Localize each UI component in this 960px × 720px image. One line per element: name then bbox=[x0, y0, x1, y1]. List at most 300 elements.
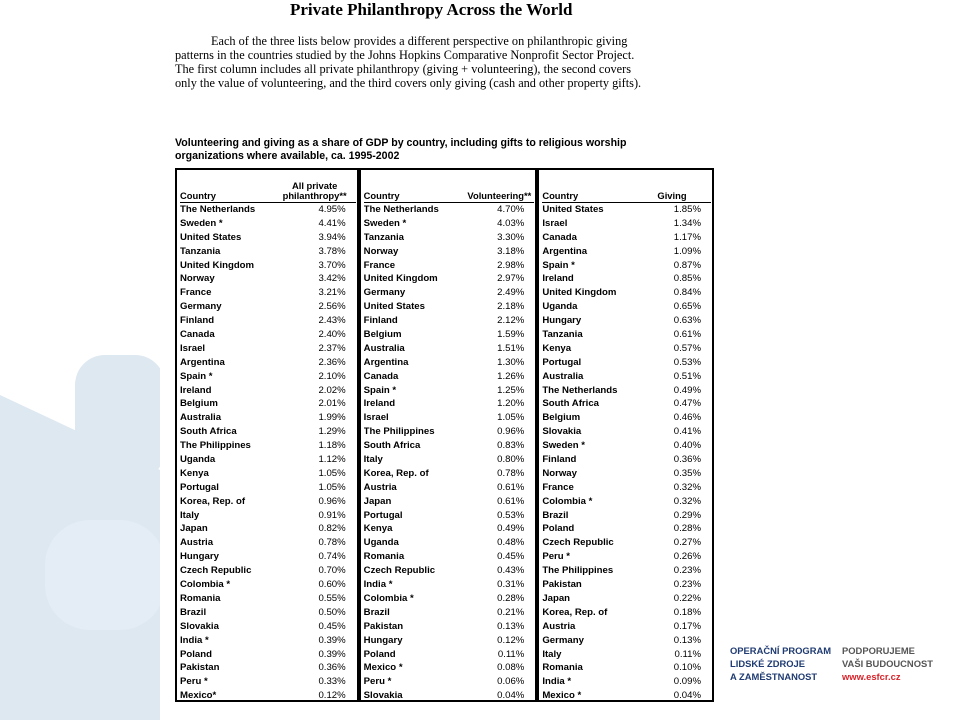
table-row bbox=[180, 231, 356, 245]
country-name: Colombia * bbox=[180, 579, 231, 591]
table-row bbox=[364, 453, 535, 467]
table-row bbox=[542, 328, 711, 342]
share-value: 0.84% bbox=[673, 287, 701, 299]
esf-logo bbox=[730, 644, 955, 686]
country-name: Pakistan bbox=[542, 579, 582, 591]
share-value: 1.12% bbox=[318, 454, 346, 466]
table-row bbox=[180, 509, 356, 523]
country-name: Japan bbox=[180, 523, 208, 535]
table-row bbox=[542, 606, 711, 620]
country-name: Argentina bbox=[363, 356, 409, 368]
header-value-line: All private bbox=[291, 180, 338, 191]
table-row bbox=[180, 536, 356, 550]
table-row bbox=[542, 509, 711, 523]
country-name: Canada bbox=[542, 231, 577, 243]
table-row bbox=[542, 203, 711, 217]
share-value: 0.23% bbox=[673, 579, 701, 591]
table-row bbox=[542, 592, 711, 606]
share-value: 0.85% bbox=[673, 273, 701, 285]
table-row bbox=[364, 300, 535, 314]
table-row bbox=[180, 634, 356, 648]
share-value: 0.96% bbox=[497, 426, 525, 438]
table-row bbox=[180, 675, 356, 689]
country-name: Israel bbox=[363, 412, 389, 424]
table-row bbox=[542, 356, 711, 370]
share-value: 0.55% bbox=[318, 592, 346, 604]
table-row bbox=[180, 286, 356, 300]
logo-program-name bbox=[730, 644, 831, 683]
table-row bbox=[364, 425, 535, 439]
table-row bbox=[364, 328, 535, 342]
share-value: 2.98% bbox=[497, 259, 525, 271]
share-value: 0.80% bbox=[497, 454, 525, 466]
share-value: 3.18% bbox=[497, 245, 525, 257]
table-row bbox=[180, 606, 356, 620]
share-value: 1.25% bbox=[497, 384, 525, 396]
share-value: 4.70% bbox=[497, 204, 525, 215]
table-row bbox=[542, 272, 711, 286]
share-value: 1.18% bbox=[318, 440, 346, 452]
share-value: 0.39% bbox=[318, 648, 346, 660]
share-value: 0.09% bbox=[673, 676, 701, 688]
country-name: Spain * bbox=[363, 384, 397, 396]
table-row bbox=[180, 411, 356, 425]
country-name: Tanzania bbox=[363, 231, 404, 243]
share-value: 0.31% bbox=[497, 579, 525, 591]
country-name: Korea, Rep. of bbox=[542, 606, 608, 618]
table-volunteering bbox=[357, 170, 536, 700]
share-value: 1.05% bbox=[497, 412, 525, 424]
share-value: 3.70% bbox=[318, 259, 346, 271]
header-value-line: Volunteering** bbox=[467, 190, 532, 201]
table-row bbox=[542, 245, 711, 259]
country-name: Sweden * bbox=[180, 217, 223, 229]
country-name: United States bbox=[180, 231, 242, 243]
country-name: Austria bbox=[542, 620, 576, 632]
table-row bbox=[542, 578, 711, 592]
page-title: Private Philanthropy Across the World bbox=[290, 0, 573, 19]
table-row bbox=[542, 467, 711, 481]
country-name: Romania bbox=[180, 592, 221, 604]
country-name: United States bbox=[363, 301, 425, 313]
country-name: The Philippines bbox=[363, 426, 435, 438]
table-row bbox=[180, 522, 356, 536]
share-value: 0.04% bbox=[497, 690, 525, 702]
share-value: 0.39% bbox=[318, 634, 346, 646]
share-value: 0.87% bbox=[673, 259, 701, 271]
logo-slogan bbox=[842, 644, 933, 683]
country-name: Mexico * bbox=[363, 662, 403, 674]
header-value bbox=[274, 181, 356, 202]
country-name: The Philippines bbox=[180, 440, 251, 452]
country-name: South Africa bbox=[363, 440, 421, 452]
header-value bbox=[633, 191, 711, 202]
share-value: 0.36% bbox=[673, 454, 701, 466]
country-name: Romania bbox=[542, 662, 583, 674]
share-value: 2.43% bbox=[318, 315, 346, 327]
logo-line: VAŠI BUDOUCNOST bbox=[842, 658, 933, 669]
table-row bbox=[542, 314, 711, 328]
share-value: 1.30% bbox=[497, 356, 525, 368]
country-name: Germany bbox=[180, 301, 222, 313]
country-name: Hungary bbox=[542, 315, 582, 327]
table-row bbox=[180, 217, 356, 231]
share-value: 0.11% bbox=[497, 648, 525, 660]
table-row bbox=[180, 495, 356, 509]
caption-line: Volunteering and giving as a share of GDP by country, including gifts to religious worship bbox=[175, 137, 627, 149]
table-row bbox=[364, 648, 535, 662]
table-row bbox=[180, 300, 356, 314]
share-value: 0.45% bbox=[318, 620, 346, 632]
header-country: Country bbox=[363, 190, 400, 201]
table-row bbox=[542, 481, 711, 495]
country-name: Tanzania bbox=[180, 245, 221, 257]
country-name: Sweden * bbox=[542, 440, 585, 452]
country-name: Peru * bbox=[542, 551, 571, 563]
country-name: Belgium bbox=[542, 412, 581, 424]
share-value: 3.30% bbox=[497, 231, 525, 243]
share-value: 2.10% bbox=[318, 370, 346, 382]
table-row bbox=[364, 439, 535, 453]
header-value-line: Giving bbox=[657, 190, 687, 201]
table-row bbox=[542, 564, 711, 578]
table-row bbox=[180, 578, 356, 592]
share-value: 1.20% bbox=[497, 398, 525, 410]
table-row bbox=[364, 578, 535, 592]
share-value: 0.23% bbox=[673, 565, 701, 577]
share-value: 0.48% bbox=[497, 537, 525, 549]
share-value: 0.27% bbox=[673, 537, 701, 549]
country-name: United Kingdom bbox=[363, 273, 438, 285]
table-row bbox=[180, 467, 356, 481]
table-row bbox=[542, 620, 711, 634]
table-row bbox=[364, 675, 535, 689]
country-name: Colombia * bbox=[363, 592, 414, 604]
share-value: 0.12% bbox=[318, 690, 346, 702]
share-value: 3.21% bbox=[318, 287, 346, 299]
table-row bbox=[542, 217, 711, 231]
share-value: 0.65% bbox=[673, 301, 701, 313]
share-value: 0.53% bbox=[497, 509, 525, 521]
intro-line: only the value of volunteering, and the third covers only giving (cash and other property gifts). bbox=[175, 76, 642, 90]
country-name: Ireland bbox=[363, 398, 396, 410]
table-row bbox=[542, 300, 711, 314]
table-row bbox=[364, 564, 535, 578]
share-value: 0.53% bbox=[673, 356, 701, 368]
share-value: 0.60% bbox=[318, 579, 346, 591]
share-value: 2.18% bbox=[497, 301, 525, 313]
share-value: 0.29% bbox=[673, 509, 701, 521]
share-value: 4.95% bbox=[318, 204, 346, 215]
table-row bbox=[364, 272, 535, 286]
country-name: The Netherlands bbox=[542, 384, 618, 396]
table-row bbox=[180, 689, 356, 703]
table-row bbox=[542, 648, 711, 662]
share-value: 0.32% bbox=[673, 481, 701, 493]
share-value: 0.61% bbox=[497, 481, 525, 493]
share-value: 0.32% bbox=[673, 495, 701, 507]
share-value: 4.41% bbox=[318, 217, 346, 229]
table-row bbox=[364, 245, 535, 259]
table-row bbox=[364, 620, 535, 634]
share-value: 0.08% bbox=[497, 662, 525, 674]
table-row bbox=[364, 397, 535, 411]
share-value: 2.02% bbox=[318, 384, 346, 396]
country-name: United States bbox=[542, 204, 604, 215]
table-row bbox=[542, 634, 711, 648]
share-value: 0.49% bbox=[673, 384, 701, 396]
country-name: Czech Republic bbox=[180, 565, 252, 577]
share-value: 0.22% bbox=[673, 592, 701, 604]
table-row bbox=[542, 370, 711, 384]
header-country: Country bbox=[542, 190, 579, 201]
share-value: 0.96% bbox=[318, 495, 346, 507]
table-row bbox=[364, 689, 535, 703]
share-value: 0.78% bbox=[497, 467, 525, 479]
table-row bbox=[180, 661, 356, 675]
table-row bbox=[364, 259, 535, 273]
country-name: United Kingdom bbox=[180, 259, 255, 271]
table-row bbox=[364, 342, 535, 356]
country-name: Italy bbox=[542, 648, 562, 660]
country-name: Israel bbox=[542, 217, 568, 229]
country-name: Sweden * bbox=[363, 217, 407, 229]
country-name: South Africa bbox=[180, 426, 237, 438]
share-value: 0.91% bbox=[318, 509, 346, 521]
table-row bbox=[542, 397, 711, 411]
intro-line: patterns in the countries studied by the Johns Hopkins Comparative Nonprofit Sector Project. bbox=[175, 48, 635, 62]
table-row bbox=[542, 522, 711, 536]
share-value: 0.41% bbox=[673, 426, 701, 438]
country-name: Brazil bbox=[542, 509, 569, 521]
share-value: 0.28% bbox=[497, 592, 525, 604]
table-row bbox=[180, 425, 356, 439]
share-value: 3.94% bbox=[318, 231, 346, 243]
table-row bbox=[542, 231, 711, 245]
country-name: India * bbox=[180, 634, 209, 646]
table-row bbox=[364, 536, 535, 550]
table-row bbox=[180, 550, 356, 564]
country-name: Uganda bbox=[542, 301, 578, 313]
header-value bbox=[449, 191, 534, 202]
table-row bbox=[542, 675, 711, 689]
share-value: 0.04% bbox=[673, 690, 701, 702]
share-value: 0.13% bbox=[497, 620, 525, 632]
table-row bbox=[542, 259, 711, 273]
share-value: 0.47% bbox=[673, 398, 701, 410]
share-value: 0.18% bbox=[673, 606, 701, 618]
country-name: Finland bbox=[542, 454, 577, 466]
country-name: Peru * bbox=[180, 676, 208, 688]
table-row bbox=[364, 314, 535, 328]
country-name: Finland bbox=[180, 315, 215, 327]
country-name: Uganda bbox=[180, 454, 216, 466]
table-giving bbox=[535, 170, 712, 700]
logo-line: LIDSKÉ ZDROJE bbox=[730, 658, 806, 669]
table-row bbox=[364, 661, 535, 675]
country-name: Tanzania bbox=[542, 329, 583, 341]
table-row bbox=[364, 509, 535, 523]
decor-block-mid bbox=[45, 520, 165, 630]
country-name: Pakistan bbox=[363, 620, 404, 632]
country-name: Portugal bbox=[542, 356, 582, 368]
logo-url: www.esfcr.cz bbox=[842, 671, 901, 682]
share-value: 1.09% bbox=[673, 245, 701, 257]
share-value: 0.61% bbox=[673, 329, 701, 341]
intro-line: The first column includes all private philanthropy (giving + volunteering), the second covers bbox=[175, 62, 631, 76]
country-name: The Philippines bbox=[542, 565, 614, 577]
table-row bbox=[542, 550, 711, 564]
share-value: 0.45% bbox=[497, 551, 525, 563]
country-name: Austria bbox=[363, 481, 397, 493]
table-row bbox=[364, 606, 535, 620]
country-name: Germany bbox=[363, 287, 406, 299]
table-row bbox=[542, 411, 711, 425]
share-value: 0.63% bbox=[673, 315, 701, 327]
country-name: Australia bbox=[542, 370, 584, 382]
table-caption bbox=[175, 137, 715, 163]
table-row bbox=[542, 425, 711, 439]
table-all-philanthropy bbox=[177, 170, 357, 700]
country-name: France bbox=[180, 287, 212, 299]
country-name: Australia bbox=[363, 342, 405, 354]
country-name: Poland bbox=[363, 648, 396, 660]
table-row bbox=[180, 564, 356, 578]
table-row bbox=[542, 689, 711, 703]
country-name: Pakistan bbox=[180, 662, 220, 674]
country-name: Slovakia bbox=[363, 690, 403, 702]
share-value: 0.83% bbox=[497, 440, 525, 452]
country-name: Colombia * bbox=[542, 495, 593, 507]
intro-paragraph bbox=[175, 34, 715, 90]
table-row bbox=[364, 217, 535, 231]
country-name: Japan bbox=[542, 592, 571, 604]
country-name: Austria bbox=[180, 537, 214, 549]
share-value: 0.61% bbox=[497, 495, 525, 507]
table-row bbox=[364, 356, 535, 370]
share-value: 0.26% bbox=[673, 551, 701, 563]
share-value: 0.74% bbox=[318, 551, 346, 563]
table-row bbox=[180, 245, 356, 259]
table-row bbox=[180, 592, 356, 606]
country-name: Czech Republic bbox=[363, 565, 436, 577]
table-row bbox=[180, 356, 356, 370]
country-name: Slovakia bbox=[180, 620, 219, 632]
country-name: Italy bbox=[180, 509, 200, 521]
country-name: Belgium bbox=[363, 329, 402, 341]
table-row bbox=[364, 495, 535, 509]
share-value: 0.36% bbox=[318, 662, 346, 674]
country-name: Spain * bbox=[542, 259, 575, 271]
country-name: Japan bbox=[363, 495, 392, 507]
share-value: 0.49% bbox=[497, 523, 525, 535]
share-value: 1.85% bbox=[673, 204, 701, 215]
country-name: Mexico * bbox=[542, 690, 582, 702]
share-value: 0.43% bbox=[497, 565, 525, 577]
country-name: Portugal bbox=[180, 481, 219, 493]
table-header bbox=[542, 173, 711, 203]
share-value: 0.40% bbox=[673, 440, 701, 452]
share-value: 0.11% bbox=[674, 648, 701, 660]
share-value: 0.10% bbox=[673, 662, 701, 674]
intro-line: Each of the three lists below provides a different perspective on philanthropic giving bbox=[211, 34, 628, 48]
country-name: France bbox=[363, 259, 396, 271]
share-value: 0.06% bbox=[497, 676, 525, 688]
country-name: Korea, Rep. of bbox=[363, 467, 429, 479]
country-name: Spain * bbox=[180, 370, 213, 382]
country-name: Canada bbox=[180, 329, 215, 341]
country-name: Poland bbox=[542, 523, 575, 535]
table-header bbox=[180, 173, 356, 203]
country-name: Norway bbox=[363, 245, 399, 257]
country-name: Czech Republic bbox=[542, 537, 614, 549]
country-name: Israel bbox=[180, 342, 206, 354]
country-name: The Netherlands bbox=[363, 204, 439, 215]
country-name: The Netherlands bbox=[180, 204, 256, 215]
table-row bbox=[180, 620, 356, 634]
share-value: 3.78% bbox=[318, 245, 346, 257]
share-value: 0.13% bbox=[673, 634, 701, 646]
country-name: Uganda bbox=[363, 537, 399, 549]
table-row bbox=[180, 481, 356, 495]
share-value: 2.49% bbox=[497, 287, 525, 299]
share-value: 2.97% bbox=[497, 273, 525, 285]
table-row bbox=[364, 286, 535, 300]
table-row bbox=[180, 342, 356, 356]
table-row bbox=[364, 550, 535, 564]
table-row bbox=[542, 536, 711, 550]
table-row bbox=[364, 634, 535, 648]
country-name: France bbox=[542, 481, 574, 493]
share-value: 1.17% bbox=[673, 231, 701, 243]
country-name: Argentina bbox=[180, 356, 225, 368]
share-value: 1.51% bbox=[497, 342, 525, 354]
table-row bbox=[364, 481, 535, 495]
country-name: Kenya bbox=[180, 467, 209, 479]
share-value: 1.59% bbox=[497, 329, 525, 341]
share-value: 0.28% bbox=[673, 523, 701, 535]
share-value: 1.26% bbox=[497, 370, 525, 382]
share-value: 0.82% bbox=[318, 523, 346, 535]
table-row bbox=[180, 397, 356, 411]
country-name: United Kingdom bbox=[542, 287, 617, 299]
share-value: 2.56% bbox=[318, 301, 346, 313]
ranking-tables bbox=[175, 168, 714, 702]
country-name: Kenya bbox=[363, 523, 393, 535]
country-name: India * bbox=[542, 676, 572, 688]
share-value: 2.01% bbox=[318, 398, 346, 410]
table-row bbox=[542, 342, 711, 356]
country-name: Korea, Rep. of bbox=[180, 495, 246, 507]
country-name: Slovakia bbox=[542, 426, 582, 438]
table-row bbox=[180, 314, 356, 328]
logo-line: PODPORUJEME bbox=[842, 645, 915, 656]
share-value: 2.37% bbox=[318, 342, 346, 354]
country-name: Belgium bbox=[180, 398, 218, 410]
country-name: Peru * bbox=[363, 676, 392, 688]
country-name: Mexico* bbox=[180, 690, 217, 702]
header-value-line: philanthropy** bbox=[282, 190, 347, 201]
table-row bbox=[364, 411, 535, 425]
table-row bbox=[542, 453, 711, 467]
share-value: 3.42% bbox=[318, 273, 346, 285]
table-row bbox=[542, 286, 711, 300]
table-row bbox=[542, 661, 711, 675]
country-name: South Africa bbox=[542, 398, 599, 410]
table-row bbox=[180, 259, 356, 273]
table-row bbox=[180, 370, 356, 384]
country-name: Norway bbox=[542, 467, 577, 479]
